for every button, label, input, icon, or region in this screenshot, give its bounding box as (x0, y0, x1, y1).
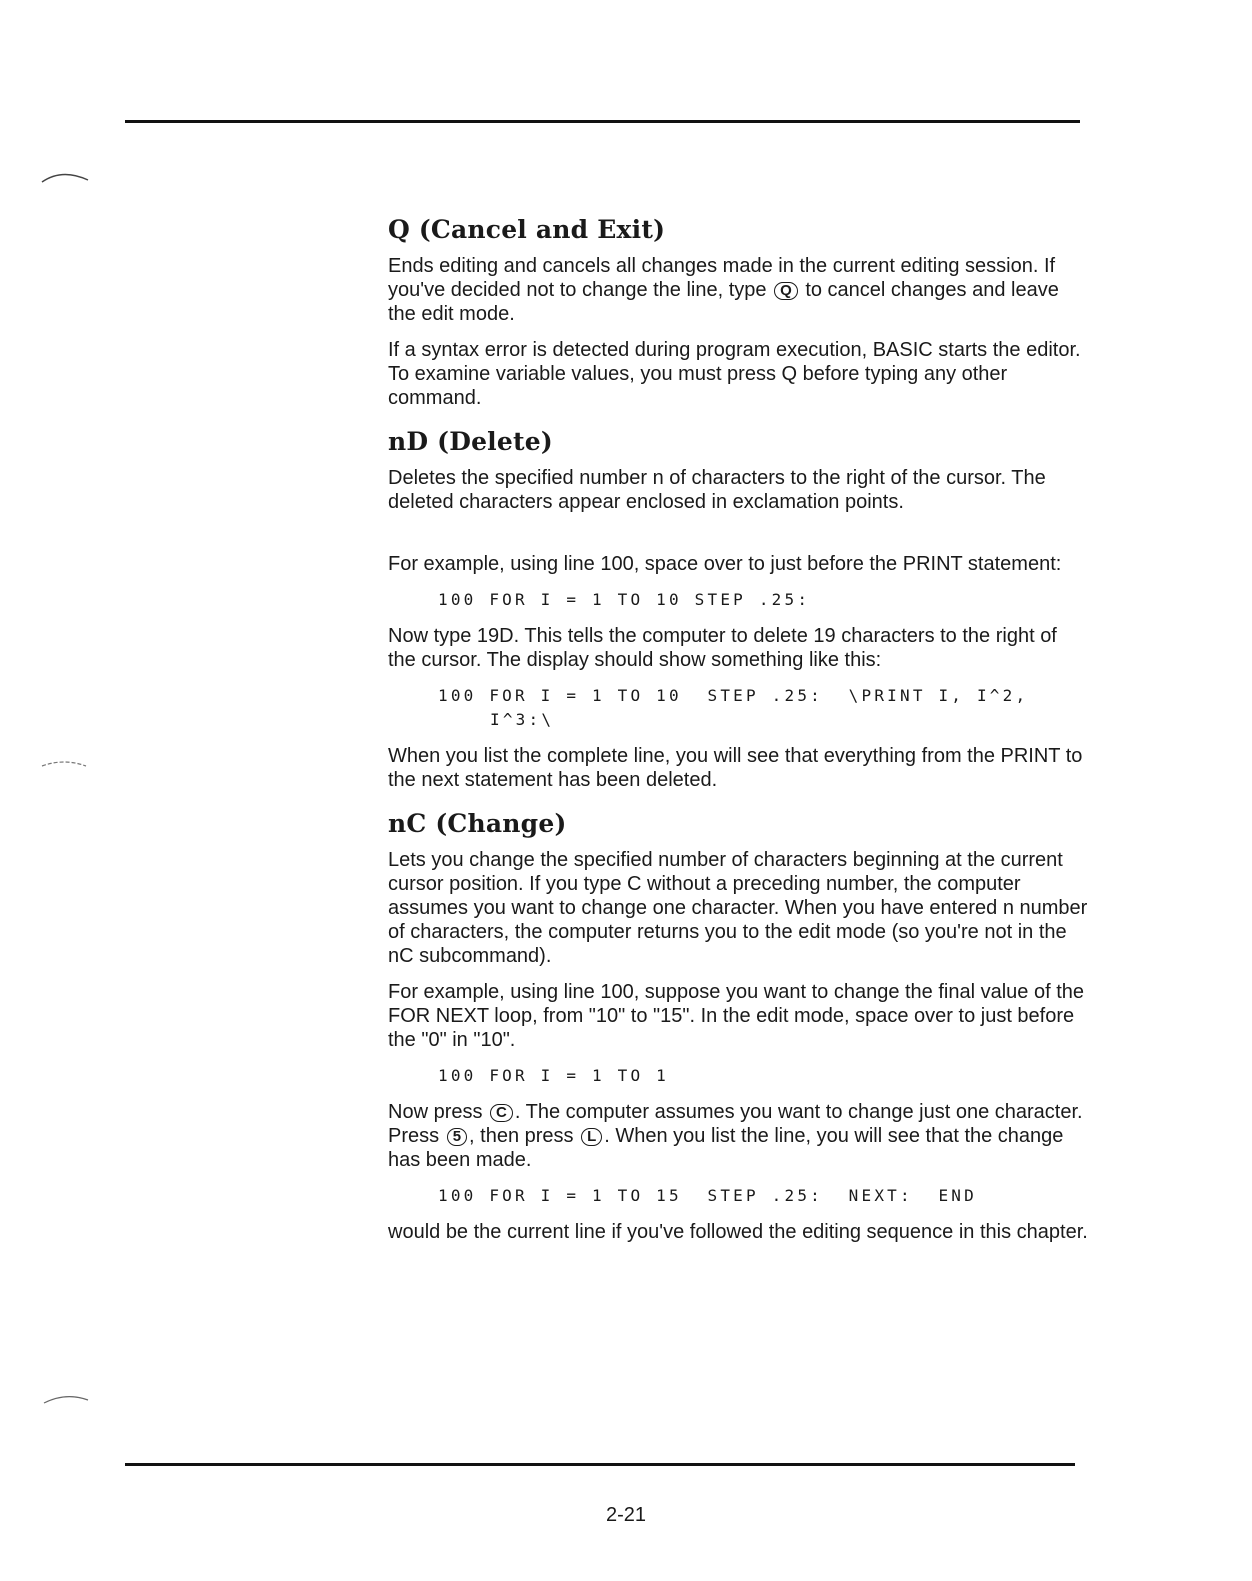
key-5-icon: 5 (447, 1128, 467, 1146)
section-delete (388, 424, 1088, 792)
top-rule (125, 120, 1080, 123)
code-block (438, 684, 1088, 732)
paragraph: Now type 19D. This tells the computer to delete 19 characters to the right of the cursor. The display should show something like this: (388, 625, 1057, 671)
key-l-icon: L (581, 1128, 602, 1146)
paragraph: If a syntax error is detected during program execution, BASIC starts the editor. To examine variable values, you must press Q before typing any other command. (388, 339, 1081, 409)
binder-hole-mark-icon (40, 756, 90, 770)
key-c-icon: C (490, 1104, 513, 1122)
paragraph: Deletes the specified number n of characters to the right of the cursor. The deleted characters appear enclosed in exclamation points. (388, 467, 1046, 513)
paragraph: Ends editing and cancels all changes made in the current editing session. If you've decided not to change the line, type Q to cancel changes and leave the edit mode. (388, 255, 1059, 325)
page-content (388, 212, 1088, 1258)
section-cancel-exit (388, 212, 1088, 410)
section-title: Q (Cancel and Exit) (388, 215, 666, 244)
bottom-rule (125, 1463, 1075, 1466)
code-line: 100 FOR I = 1 TO 15 STEP .25: NEXT: END (438, 1186, 977, 1205)
binder-hole-mark-icon (40, 170, 90, 184)
paragraph: For example, using line 100, suppose you want to change the final value of the FOR NEXT loop, from "10" to "15". In the edit mode, space over to just before the "0" in "10". (388, 981, 1085, 1051)
section-title: nC (Change) (388, 809, 567, 838)
key-q-icon: Q (774, 282, 798, 300)
code-line: 100 FOR I = 1 TO 1 (438, 1066, 669, 1085)
section-change (388, 806, 1088, 1244)
section-title: nD (Delete) (388, 427, 553, 456)
code-line: 100 FOR I = 1 TO 10 STEP .25: \PRINT I, I^2, (438, 686, 1029, 705)
binder-hole-mark-icon (40, 1392, 90, 1406)
paragraph: Now press C . The computer assumes you want to change just one character. Press 5 , then press L . When you list the line, you will see that the change has been made. (388, 1101, 1083, 1171)
code-line: I^3:\ (490, 710, 555, 729)
paragraph: For example, using line 100, space over to just before the PRINT statement: (388, 553, 1062, 575)
page-number: 2-21 (605, 1504, 647, 1526)
paragraph: Lets you change the specified number of characters beginning at the current cursor position. If you type C without a preceding number, the computer assumes you want to change one character. When you have entered n number of characters, the computer returns you to the edit mode (so you're not in the nC subcommand). (388, 849, 1088, 967)
paragraph: would be the current line if you've followed the editing sequence in this chapter. (388, 1221, 1088, 1243)
paragraph: When you list the complete line, you will see that everything from the PRINT to the next statement has been deleted. (388, 745, 1083, 791)
code-line: 100 FOR I = 1 TO 10 STEP .25: (438, 590, 811, 609)
